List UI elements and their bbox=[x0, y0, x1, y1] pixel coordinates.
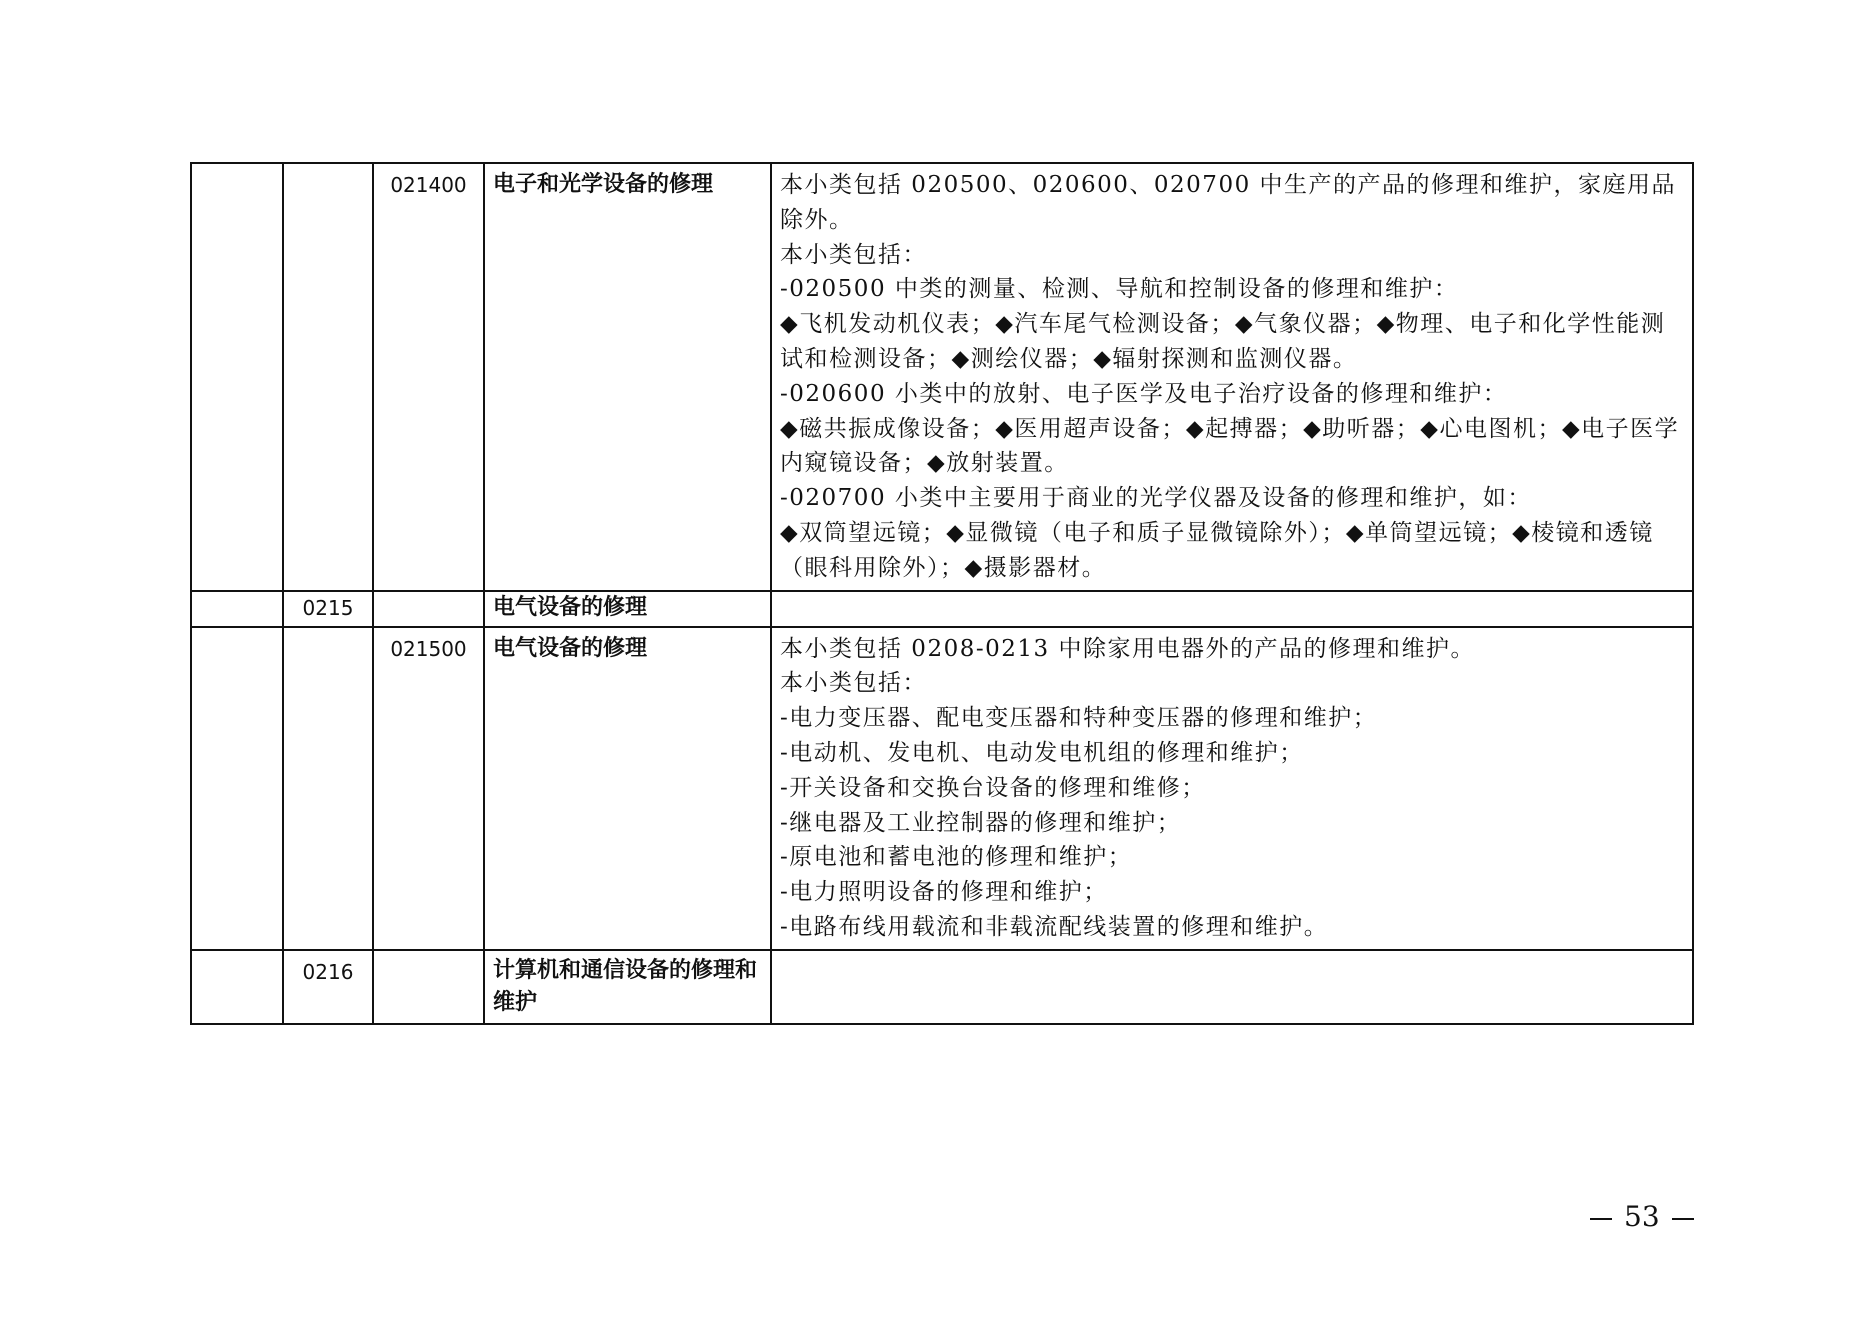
table-cell-description bbox=[771, 950, 1693, 1024]
page-number-dash-left bbox=[1590, 1218, 1612, 1220]
table-cell-code-medium: 0215 bbox=[283, 591, 373, 627]
table-cell-blank bbox=[191, 163, 283, 591]
table-cell-category-name: 电子和光学设备的修理 bbox=[484, 163, 771, 591]
table-cell-code-small bbox=[373, 591, 484, 627]
table-row bbox=[191, 591, 1693, 627]
table-cell-blank bbox=[191, 627, 283, 950]
table-cell-description bbox=[771, 627, 1693, 950]
table-cell-code-medium bbox=[283, 163, 373, 591]
table-cell-blank bbox=[191, 591, 283, 627]
table-cell-code-small: 021500 bbox=[373, 627, 484, 950]
table-cell-description bbox=[771, 591, 1693, 627]
page-number-value: 53 bbox=[1624, 1200, 1660, 1233]
table-cell-description bbox=[771, 163, 1693, 591]
description-line: ◆磁共振成像设备；◆医用超声设备；◆起搏器；◆助听器；◆心电图机；◆电子医学内窥镜设备；◆放射装置。 bbox=[780, 415, 1680, 477]
table-row bbox=[191, 163, 1693, 591]
table-cell-code-small bbox=[373, 950, 484, 1024]
description-line: 本小类包括 0208-0213 中除家用电器外的产品的修理和维护。 bbox=[780, 635, 1475, 662]
description-line: -开关设备和交换台设备的修理和维修； bbox=[780, 774, 1206, 801]
description-line: -020700 小类中主要用于商业的光学仪器及设备的修理和维护，如： bbox=[780, 485, 1532, 512]
table-row bbox=[191, 950, 1693, 1024]
description-line: -电力变压器、配电变压器和特种变压器的修理和维护； bbox=[780, 705, 1378, 732]
description-line: -020500 中类的测量、检测、导航和控制设备的修理和维护： bbox=[780, 276, 1459, 303]
table-cell-category-name: 电气设备的修理 bbox=[484, 591, 771, 627]
description-line: 本小类包括： bbox=[780, 241, 927, 268]
description-line: -继电器及工业控制器的修理和维护； bbox=[780, 809, 1182, 836]
table-cell-code-medium bbox=[283, 627, 373, 950]
page-number bbox=[1578, 1200, 1706, 1233]
description-line: ◆双筒望远镜；◆显微镜（电子和质子显微镜除外）；◆单筒望远镜；◆棱镜和透镜（眼科用除外）；◆摄影器材。 bbox=[780, 519, 1654, 581]
table-cell-category-name: 电气设备的修理 bbox=[484, 627, 771, 950]
table-cell-code-medium: 0216 bbox=[283, 950, 373, 1024]
description-line: 本小类包括： bbox=[780, 670, 927, 697]
table-cell-category-name: 计算机和通信设备的修理和维护 bbox=[484, 950, 771, 1024]
description-line: -电动机、发电机、电动发电机组的修理和维护； bbox=[780, 739, 1304, 766]
classification-table bbox=[190, 162, 1694, 1025]
description-line: -020600 小类中的放射、电子医学及电子治疗设备的修理和维护： bbox=[780, 380, 1508, 407]
table-row bbox=[191, 627, 1693, 950]
description-line: -电力照明设备的修理和维护； bbox=[780, 879, 1108, 906]
description-line: -电路布线用载流和非载流配线装置的修理和维护。 bbox=[780, 913, 1329, 940]
description-line: ◆飞机发动机仪表；◆汽车尾气检测设备；◆气象仪器；◆物理、电子和化学性能测试和检测设备；◆测绘仪器；◆辐射探测和监测仪器。 bbox=[780, 311, 1666, 372]
description-line: 本小类包括 020500、020600、020700 中生产的产品的修理和维护，家庭用品除外。 bbox=[780, 172, 1677, 233]
table-cell-blank bbox=[191, 950, 283, 1024]
table-cell-code-small: 021400 bbox=[373, 163, 484, 591]
page-number-dash-right bbox=[1672, 1218, 1694, 1220]
description-line: -原电池和蓄电池的修理和维护； bbox=[780, 844, 1133, 871]
